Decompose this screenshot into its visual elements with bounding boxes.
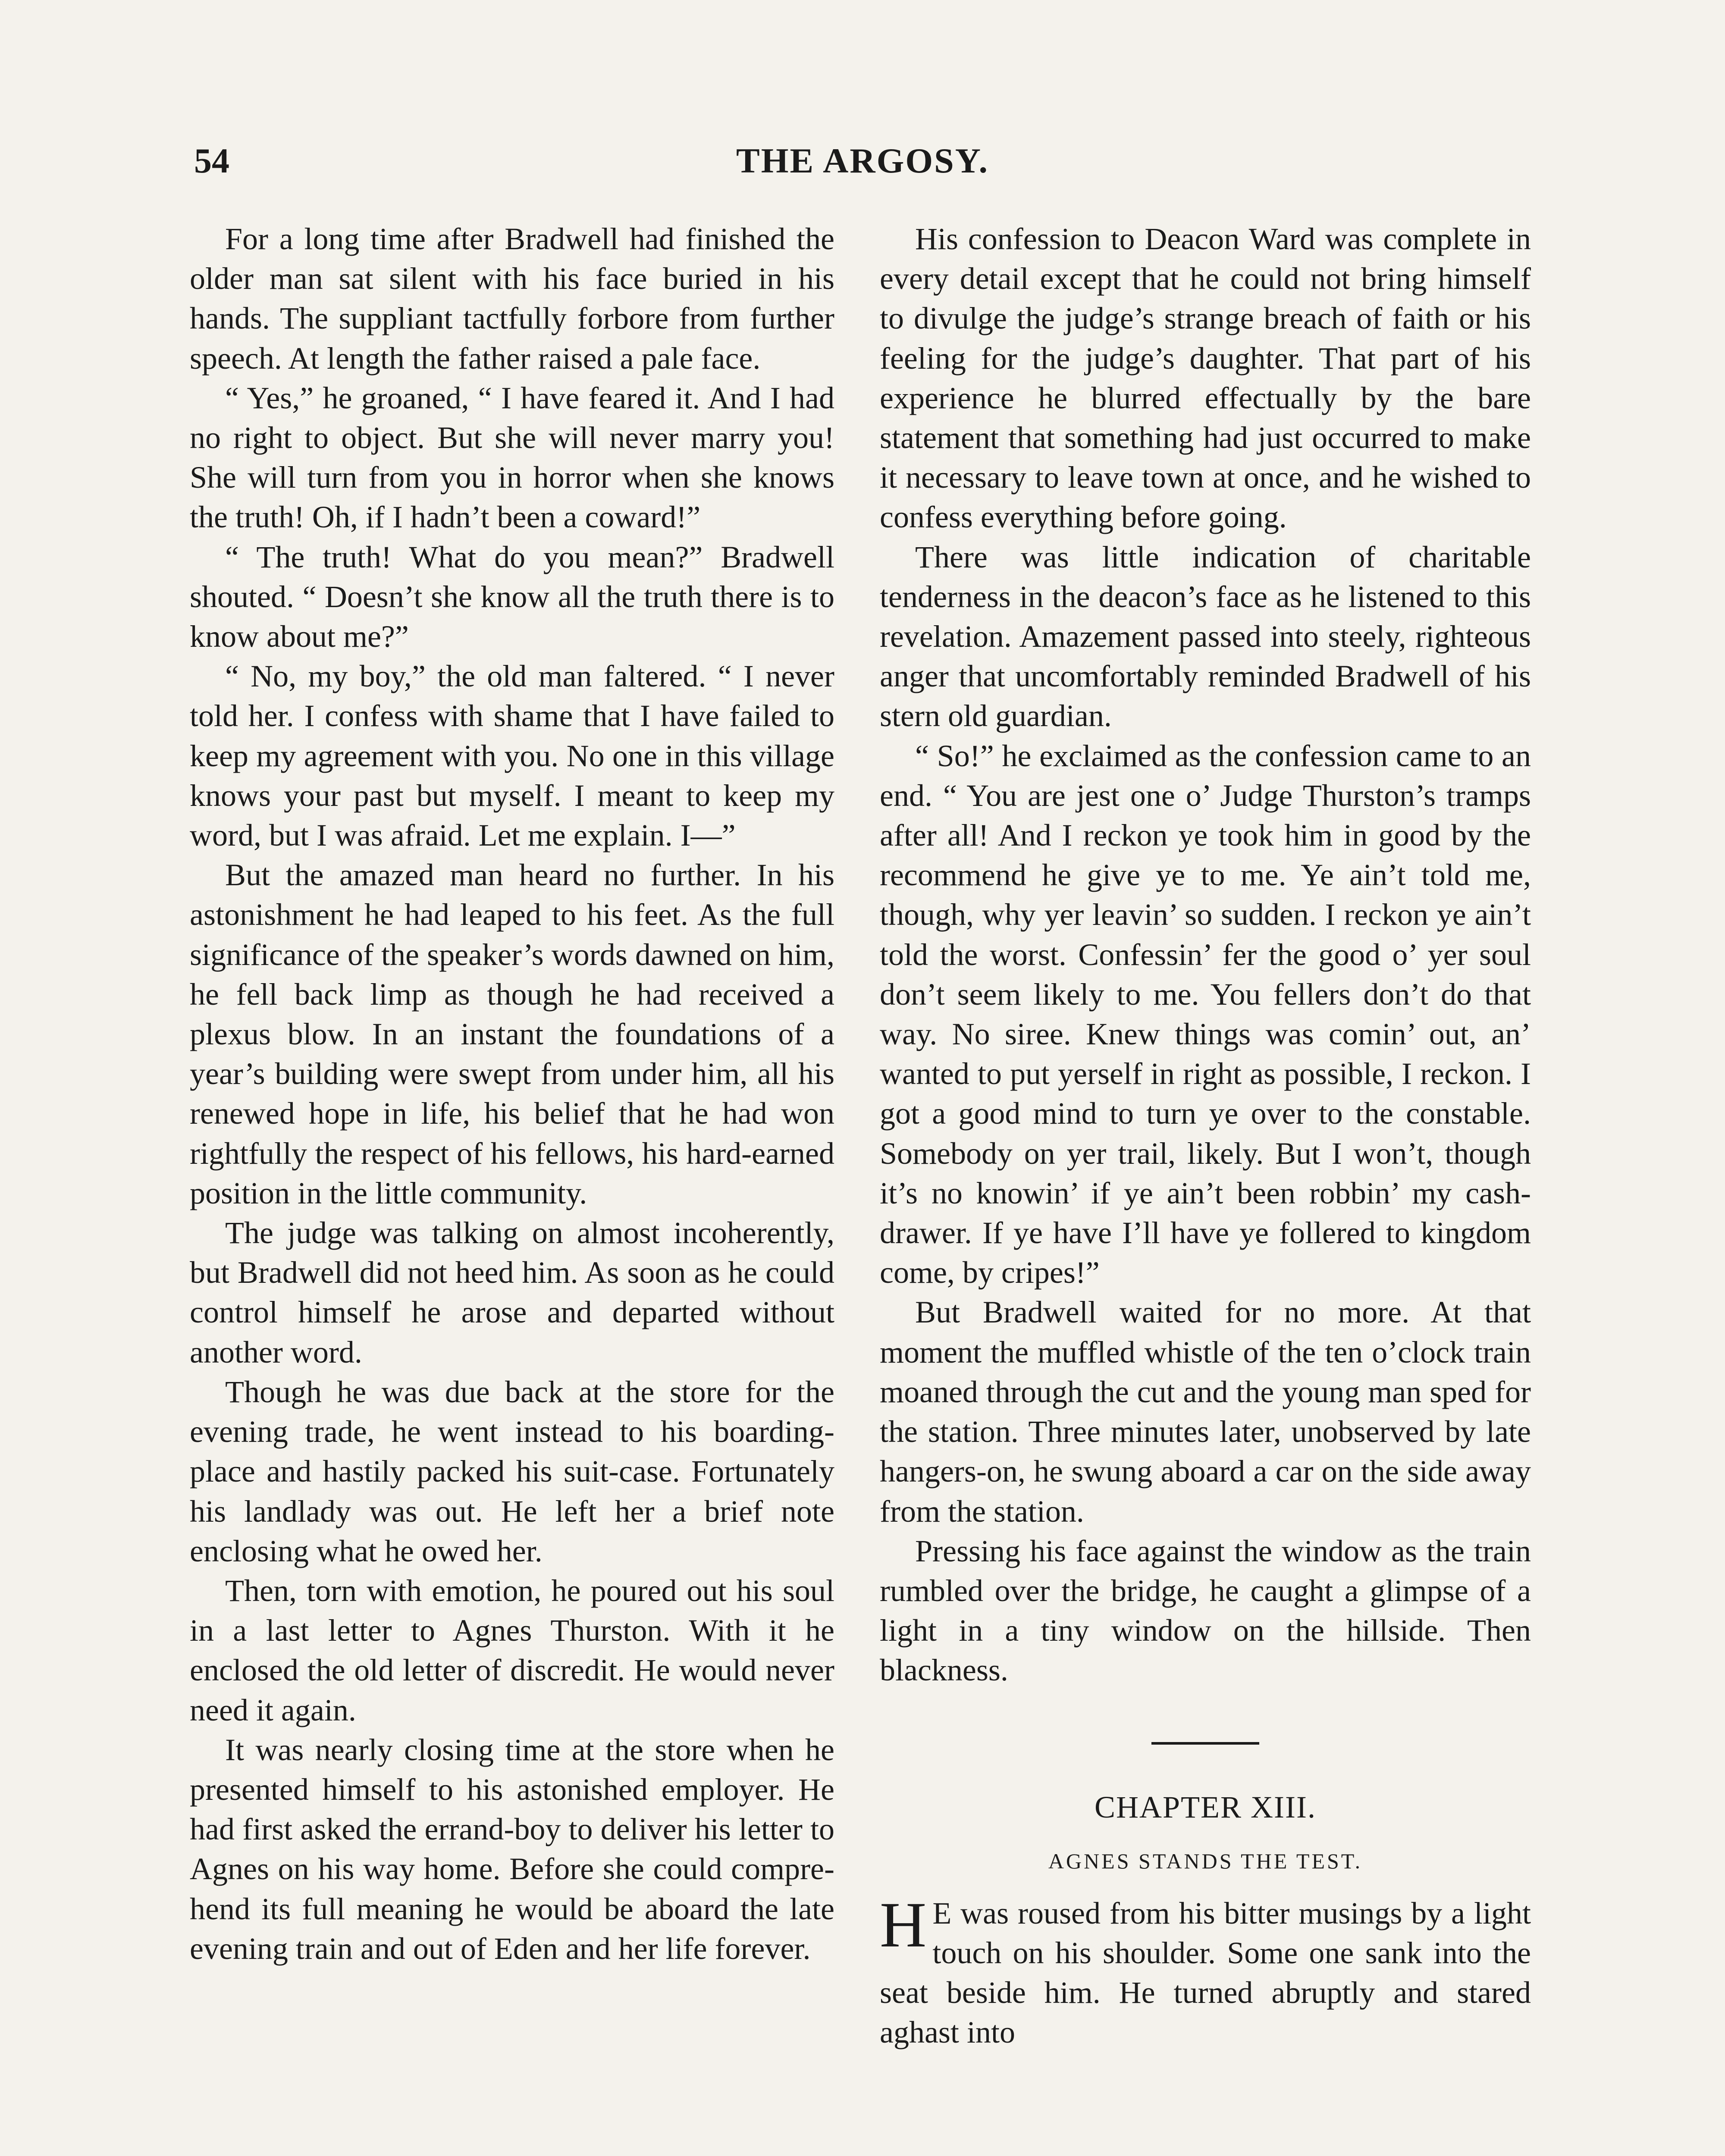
- paragraph: For a long time after Bradwell had finished the older man sat silent with his face buried in his hands. The suppliant tactfully forbore from further speech. At length the father raised a pale face.: [190, 222, 834, 376]
- chapter-opening-paragraph: [880, 1889, 1531, 2053]
- paragraph: “ So!” he exclaimed as the confession came to an end. “ You are jest one o’ Judge Thurston’s tramps after all! And I reckon ye took him in good by the recommend he give ye to me. Ye ain’t told me, though, why yer leavin’ so sudden. I reckon ye ain’t told the worst. Confessin’ fer the good o’ yer soul don’t seem likely to me. You fellers don’t do that way. No siree. Knew things was comin’ out, an’ wanted to put yerself in right as possible, I reckon. I got a good mind to turn ye over to the constable. Somebody on yer trail, likely. But I won’t, though it’s no knowin’ if ye ain’t been robbin’ my cashdrawer. If ye have I’ll have ye follered to kingdom come, by cripes!”: [880, 738, 1531, 1290]
- paragraph: The judge was talking on almost incoherently, but Bradwell did not heed him. As soon as he could control himself he arose and departed without another word.: [190, 1216, 834, 1369]
- paragraph: “ The truth! What do you mean?” Bradwell shouted. “ Doesn’t she know all the truth there is to know about me?”: [190, 539, 834, 654]
- chapter-heading: CHAPTER XIII.: [1095, 1789, 1316, 1824]
- paragraph: There was little indication of charitable tenderness in the deacon’s face as he listened to this revelation. Amazement passed into steely, righteous anger that uncomfortably reminded Bradwell of his stern old guardian.: [880, 539, 1531, 733]
- page-number: 54: [194, 141, 229, 180]
- running-title: THE ARGOSY.: [736, 141, 989, 180]
- paragraph: “ No, my boy,” the old man faltered. “ I never told her. I confess with shame that I have failed to keep my agreement with you. No one in this village knows your past but myself. I meant to keep my word, but I was afraid. Let me explain. I—”: [190, 659, 834, 853]
- chapter-subtitle: AGNES STANDS THE TEST.: [1048, 1849, 1363, 1873]
- paragraph: Though he was due back at the store for the evening trade, he went instead to his boarding-place and hastily packed his suit-case. Fortunately his landlady was out. He left her a brief note enclosing what he owed her.: [190, 1374, 834, 1568]
- paragraph: But the amazed man heard no further. In his astonishment he had leaped to his feet. As the full significance of the speaker’s words dawned on him, he fell back limp as though he had received a plexus blow. In an instant the foundations of a year’s building were swept from under him, all his renewed hope in life, his belief that he had won rightfully the respect of his fellows, his hard-earned position in the little community.: [190, 858, 834, 1210]
- left-column: [190, 219, 834, 1968]
- paragraph: “ Yes,” he groaned, “ I have feared it. And I had no right to object. But she will never marry you! She will turn from you in horror when she knows the truth! Oh, if I hadn’t been a coward!”: [190, 380, 834, 535]
- opening-text: E was roused from his bitter musings by a light touch on his shoulder. Some one sank into the seat beside him. He turned abruptly and stared aghast into: [880, 1896, 1531, 2050]
- paragraph: But Bradwell waited for no more. At that moment the muffled whistle of the ten o’clock train moaned through the cut and the young man sped for the station. Three minutes later, unobserved by late hangers-on, he swung aboard a car on the side away from the station.: [880, 1295, 1531, 1529]
- paragraph: His confession to Deacon Ward was complete in every detail except that he could not bring himself to divulge the judge’s strange breach of faith or his feeling for the judge’s daughter. That part of his experience he blurred effectually by the bare statement that something had just occurred to make it necessary to leave town at once, and he wished to confess everything before going.: [880, 222, 1531, 535]
- section-divider: [1151, 1742, 1259, 1745]
- paragraph: Pressing his face against the window as the train rumbled over the bridge, he caught a glimpse of a light in a tiny window on the hillside. Then blackness.: [880, 1533, 1531, 1688]
- drop-cap: H: [880, 1889, 927, 1961]
- page-header: [194, 137, 1531, 185]
- right-column: [880, 219, 1531, 2052]
- paragraph: Then, torn with emotion, he poured out his soul in a last letter to Agnes Thurston. With it he enclosed the old letter of discredit. He would never need it again.: [190, 1573, 834, 1727]
- paragraph: It was nearly closing time at the store when he presented himself to his astonished employer. He had first asked the errand-boy to deliver his letter to Agnes on his way home. Before she could comprehend its full meaning he would be aboard the late evening train and out of Eden and her life forever.: [190, 1732, 834, 1966]
